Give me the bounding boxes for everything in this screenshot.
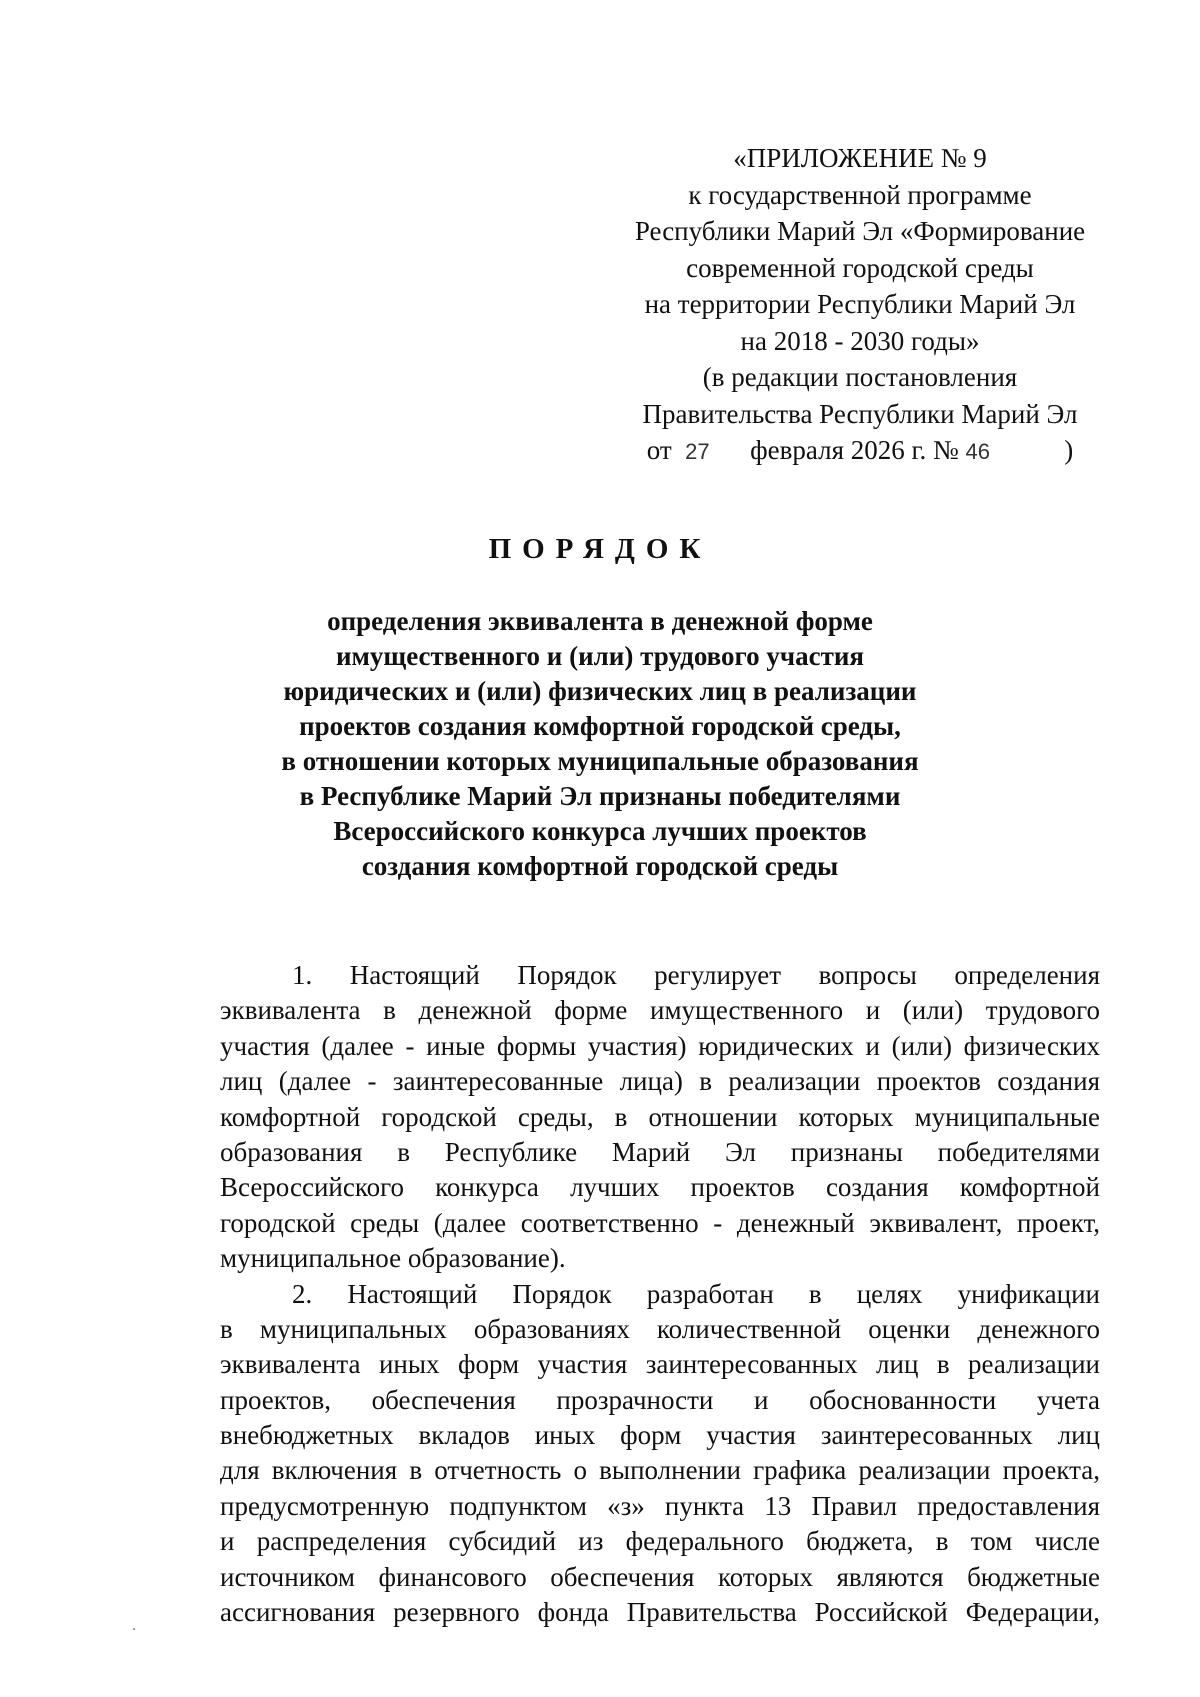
paragraph-2-line: предусмотренную подпунктом «з» пункта 13 Правил предоставления (220, 1490, 1100, 1521)
appendix-date-line (590, 432, 1130, 471)
appendix-line: на 2018 - 2030 годы» (740, 325, 980, 356)
date-day-handwritten: 27 (685, 439, 710, 464)
paragraph-1-line: 1. Настоящий Порядок регулирует вопросы определения (292, 960, 1100, 990)
subtitle-line: юридических и (или) физических лиц в реализации (283, 676, 917, 706)
appendix-line: «ПРИЛОЖЕНИЕ № 9 (733, 143, 987, 173)
appendix-line: Республики Марий Эл «Формирование (634, 216, 1086, 246)
subtitle-line: имущественного и (или) трудового участия (335, 641, 865, 671)
paragraph-2-line: проектов, обеспечения прозрачности и обоснованности учета (220, 1384, 1100, 1415)
appendix-line: Правительства Республики Марий Эл (642, 398, 1078, 429)
paragraph-1-line: участия (далее - иные формы участия) юридических и (или) физических (220, 1030, 1100, 1061)
appendix-line: современной городской среды (686, 252, 1034, 283)
paragraph-1-line: Всероссийского конкурса лучших проектов создания комфортной (220, 1172, 1100, 1203)
subtitle-line: определения эквивалента в денежной форме (327, 606, 873, 636)
appendix-line: к государственной программе (688, 179, 1032, 210)
paragraph-1-line: городской среды (далее соответственно - денежный эквивалент, проект, (220, 1207, 1100, 1238)
paragraph-1-line: образования в Республике Марий Эл признаны победителями (220, 1136, 1100, 1167)
subtitle-line: проектов создания комфортной городской среды, (299, 711, 901, 741)
paragraph-1-line: муниципальное образование). (220, 1243, 566, 1274)
appendix-line: на территории Республики Марий Эл (644, 289, 1076, 319)
paragraph-2-line: и распределения субсидий из федерального бюджета, в том числе (220, 1526, 1100, 1557)
paragraph-2-line: эквивалента иных форм участия заинтересованных лиц в реализации (220, 1349, 1100, 1380)
appendix-line: (в редакции постановления (702, 362, 1018, 392)
paragraph-2-line: 2. Настоящий Порядок разработан в целях унификации (292, 1278, 1100, 1309)
document-number-handwritten: 46 (965, 439, 991, 464)
document-subtitle (280, 604, 920, 884)
paragraph-2-line: для включения в отчетность о выполнении графика реализации проекта, (220, 1455, 1100, 1486)
paragraph-1-line: лиц (далее - заинтересованные лица) в реализации проектов создания (220, 1066, 1100, 1097)
paragraph-2-line: в муниципальных образованиях количественной оценки денежного (220, 1313, 1100, 1344)
paragraph-1-line: комфортной городской среды, в отношении которых муниципальные (220, 1101, 1100, 1132)
subtitle-line: создания комфортной городской среды (361, 851, 839, 881)
paragraph-2-line: источником финансового обеспечения которых являются бюджетные (220, 1561, 1100, 1592)
appendix-header (590, 140, 1130, 471)
subtitle-line: Всероссийского конкурса лучших проектов (333, 816, 867, 846)
date-close-paren: ) (1064, 435, 1074, 465)
paragraph-2-line: ассигнования резервного фонда Правительства Российской Федерации, (220, 1597, 1100, 1628)
body-text (220, 958, 1100, 1630)
document-title: ПОРЯДОК (488, 533, 712, 565)
paragraph-2-line: внебюджетных вкладов иных форм участия заинтересованных лиц (220, 1420, 1100, 1451)
date-prefix: от (646, 435, 672, 465)
subtitle-line: в отношении которых муниципальные образования (281, 746, 919, 776)
subtitle-line: в Республике Марий Эл признаны победителями (299, 781, 901, 811)
paragraph-1-line: эквивалента в денежной форме имущественного и (или) трудового (220, 995, 1100, 1026)
scan-dot-mark (133, 1628, 135, 1630)
date-month-year: февраля 2026 г. № (750, 435, 959, 465)
